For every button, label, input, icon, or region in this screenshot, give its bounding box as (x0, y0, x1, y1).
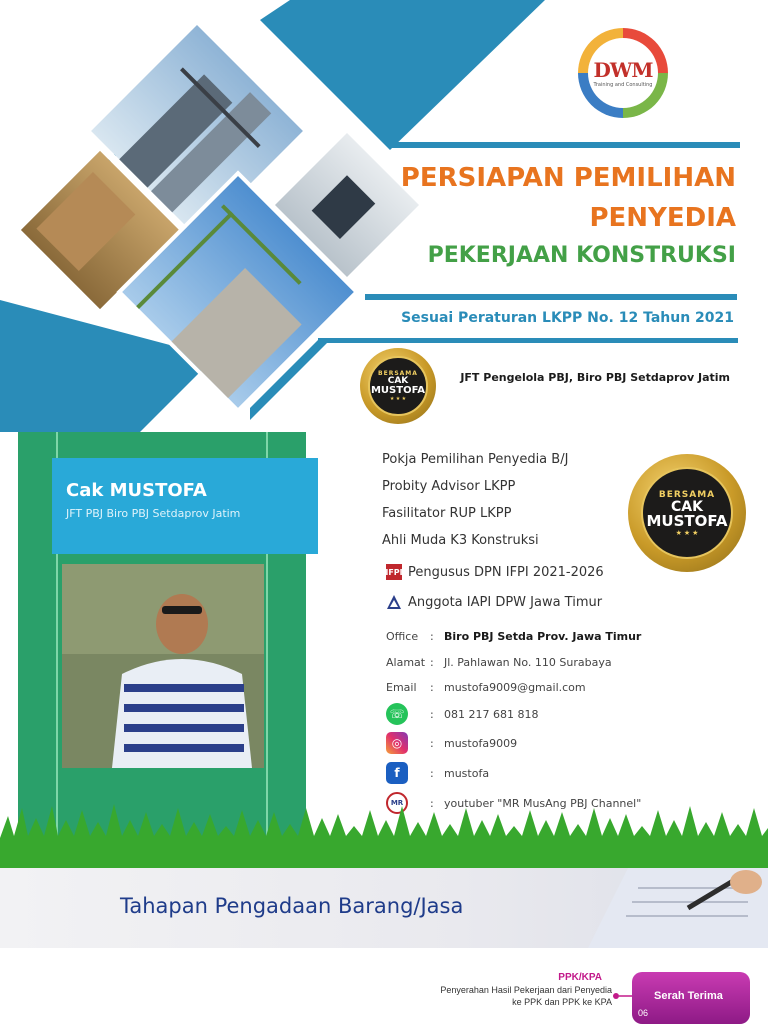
cak-mustofa-badge-large (628, 454, 746, 572)
credential-4: Ahli Muda K3 Konstruksi (382, 533, 539, 548)
email-value[interactable]: mustofa9009@gmail.com (444, 681, 586, 694)
portrait-illustration (62, 564, 264, 768)
address-label: Alamat (386, 656, 426, 669)
profile-role: JFT PBJ Biro PBJ Setdaprov Jatim (66, 507, 241, 520)
dwm-logo (578, 28, 668, 118)
badge-name-line2: MUSTOFA (370, 384, 425, 396)
document-signing-illustration (568, 868, 768, 948)
facebook-icon: f (386, 762, 408, 784)
email-label: Email (386, 681, 417, 694)
instagram-icon: ◎ (386, 732, 408, 754)
mr-channel-icon: MR (386, 792, 408, 814)
org-ifpi (386, 564, 604, 580)
credential-3: Fasilitator RUP LKPP (382, 506, 512, 521)
org-iapi (386, 594, 602, 610)
youtube-value[interactable]: youtuber "MR MusAng PBJ Channel" (444, 796, 642, 810)
name-card (52, 458, 318, 554)
contact-address: Alamat : Jl. Pahlawan No. 110 Surabaya (386, 656, 612, 669)
contact-facebook: f : mustofa (386, 762, 489, 784)
contact-youtube: MR : youtuber "MR MusAng PBJ Channel" (386, 792, 641, 814)
badge-name-line1: CAK (387, 375, 409, 386)
subtitle: Sesuai Peraturan LKPP No. 12 Tahun 2021 (401, 310, 734, 326)
ifpi-icon: IFPI (386, 564, 402, 580)
affiliation-text: JFT Pengelola PBJ, Biro PBJ Setdaprov Jatim (460, 371, 730, 384)
profile-section (0, 432, 768, 868)
badge-name-line1: CAK (671, 498, 703, 515)
stage-description-line2: ke PPK dan PPK ke KPA (512, 997, 612, 1007)
iapi-icon (386, 594, 402, 610)
stage-role: PPK/KPA (558, 972, 602, 983)
stage-number: 06 (638, 1008, 649, 1018)
instagram-value[interactable]: mustofa9009 (444, 736, 518, 750)
title-line-1: PERSIAPAN PEMILIHAN (400, 163, 736, 193)
logo-subtext: Training and Consulting (593, 82, 653, 88)
badge-top-text: BERSAMA (378, 369, 418, 377)
title-line-3: PEKERJAAN KONSTRUKSI (427, 243, 736, 268)
contact-office: Office : Biro PBJ Setda Prov. Jawa Timur (386, 630, 642, 643)
contact-email: Email : mustofa9009@gmail.com (386, 681, 586, 694)
profile-name: Cak MUSTOFA (66, 480, 207, 501)
facebook-value[interactable]: mustofa (444, 766, 490, 780)
whatsapp-icon: ☏ (386, 703, 408, 725)
stage-card-serah-terima[interactable] (632, 972, 750, 1024)
slide-title: Tahapan Pengadaan Barang/Jasa (120, 894, 464, 918)
whatsapp-value[interactable]: 081 217 681 818 (444, 707, 539, 721)
slide-section (0, 868, 768, 1024)
badge-stars: ★ ★ ★ (675, 529, 699, 537)
cover-section (0, 0, 768, 432)
badge-top-text: BERSAMA (658, 489, 716, 500)
org-ifpi-text: Pengusus DPN IFPI 2021-2026 (408, 564, 604, 580)
title-line-2: PENYEDIA (589, 203, 736, 233)
credential-2: Probity Advisor LKPP (382, 479, 516, 494)
address-value: Jl. Pahlawan No. 110 Surabaya (444, 656, 612, 669)
badge-name-line2: MUSTOFA (646, 511, 728, 530)
office-value: Biro PBJ Setda Prov. Jawa Timur (444, 630, 642, 643)
stage-label: Serah Terima (654, 990, 723, 1002)
grass-decoration (0, 798, 768, 868)
credential-1: Pokja Pemilihan Penyedia B/J (382, 452, 569, 467)
logo-text: DWM (593, 58, 653, 82)
contact-instagram: ◎ : mustofa9009 (386, 732, 517, 754)
stage-description-line1: Penyerahan Hasil Pekerjaan dari Penyedia (440, 985, 612, 995)
org-iapi-text: Anggota IAPI DPW Jawa Timur (408, 594, 603, 610)
badge-stars: ★ ★ ★ (389, 395, 407, 402)
portrait-photo (62, 564, 264, 768)
office-label: Office (386, 630, 419, 643)
contact-whatsapp: ☏ : 081 217 681 818 (386, 703, 538, 725)
cak-mustofa-badge-small (360, 348, 436, 424)
